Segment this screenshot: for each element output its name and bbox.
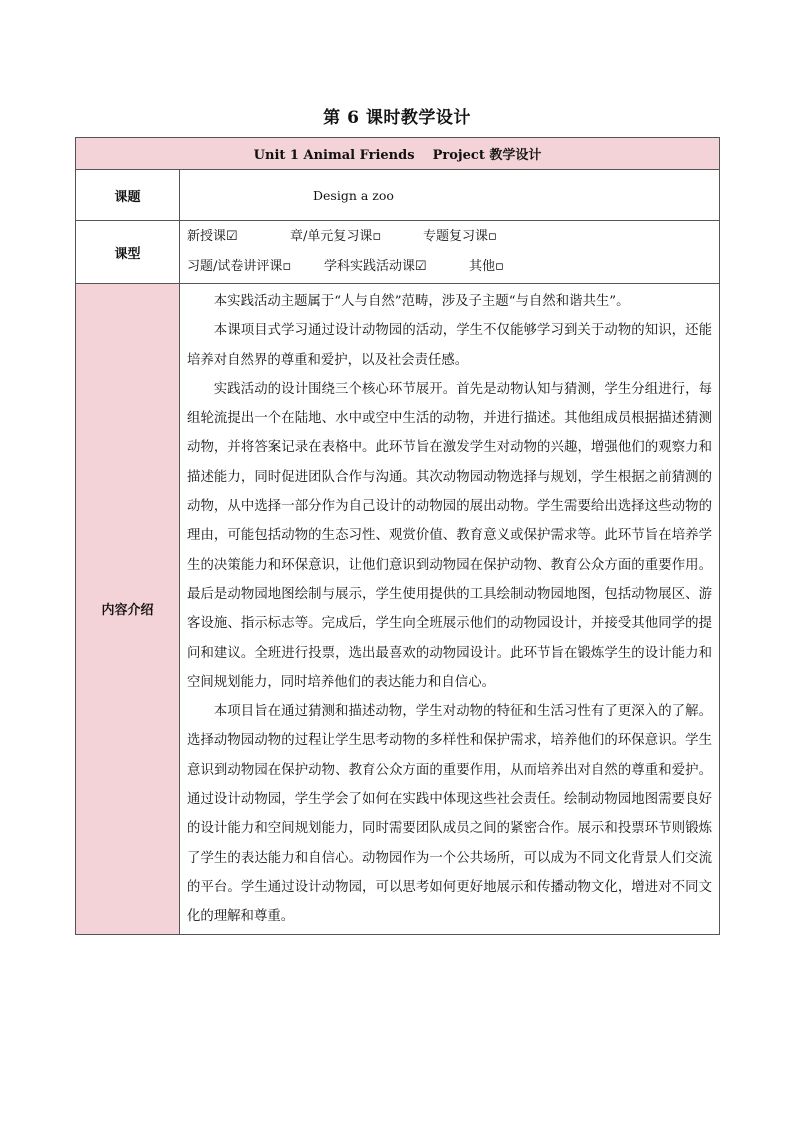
option-topic-review: 专题复习课▫ [423, 229, 497, 244]
lesson-type-row-1 [187, 222, 719, 252]
lesson-type-row [76, 221, 720, 284]
topic-value: Design a zoo [180, 170, 720, 221]
table-header: Unit 1 Animal Friends Project 教学设计 [76, 138, 720, 170]
content-label: 内容介绍 [76, 284, 180, 935]
lesson-type-label: 课型 [76, 221, 180, 284]
table-header-row [76, 138, 720, 170]
content-body [180, 284, 720, 935]
option-exercise-review: 习题/试卷讲评课▫ [187, 259, 292, 274]
document-title: 第 6 课时教学设计 [323, 108, 471, 128]
option-new-lesson: 新授课☑ [187, 229, 238, 244]
option-unit-review: 章/单元复习课▫ [290, 229, 382, 244]
option-other: 其他▫ [469, 259, 504, 274]
lesson-type-options [180, 221, 720, 284]
lesson-type-row-2 [187, 252, 719, 282]
option-practice-activity: 学科实践活动课☑ [324, 259, 427, 274]
content-paragraph: 实践活动的设计围绕三个核心环节展开。首先是动物认知与猜测，学生分组进行，每组轮流提出一个在陆地、水中或空中生活的动物，并进行描述。其他组成员根据描述猜测动物，并将答案记录在表格中。此环节旨在激发学生对动物的兴趣，增强他们的观察力和描述能力，同时促进团队合作与沟通。其次动物园动物选择与规划，学生根据之前猜测的动物，从中选择一部分作为自己设计的动物园的展出动物。学生需要给出选择这些动物的理由，可能包括动物的生态习性、观赏价值、教育意义或保护需求等。此环节旨在培养学生的决策能力和环保意识，让他们意识到动物园在保护动物、教育公众方面的重要作用。最后是动物园地图绘制与展示，学生使用提供的工具绘制动物园地图，包括动物展区、游客设施、指示标志等。完成后，学生向全班展示他们的动物园设计，并接受其他同学的提问和建议。全班进行投票，选出最喜欢的动物园设计。此环节旨在锻炼学生的设计能力和空间规划能力，同时培养他们的表达能力和自信心。 [187, 381, 713, 690]
topic-row [76, 170, 720, 221]
topic-label: 课题 [76, 170, 180, 221]
content-paragraph: 本项目旨在通过猜测和描述动物，学生对动物的特征和生活习性有了更深入的了解。选择动物园动物的过程让学生思考动物的多样性和保护需求，培养他们的环保意识。学生意识到动物园在保护动物、教育公众方面的重要作用，从而培养出对自然的尊重和爱护。通过设计动物园，学生学会了如何在实践中体现这些社会责任。绘制动物园地图需要良好的设计能力和空间规划能力，同时需要团队成员之间的紧密合作。展示和投票环节则锻炼了学生的表达能力和自信心。动物园作为一个公共场所，可以成为不同文化背景人们交流的平台。学生通过设计动物园，可以思考如何更好地展示和传播动物文化，增进对不同文化的理解和尊重。 [187, 704, 713, 925]
content-paragraph: 本课项目式学习通过设计动物园的活动，学生不仅能够学习到关于动物的知识，还能培养对自然界的尊重和爱护，以及社会责任感。 [187, 323, 713, 368]
content-paragraph: 本实践活动主题属于“人与自然”范畴，涉及子主题“与自然和谐共生”。 [213, 294, 630, 309]
content-row [76, 284, 720, 935]
lesson-design-table [75, 137, 720, 935]
